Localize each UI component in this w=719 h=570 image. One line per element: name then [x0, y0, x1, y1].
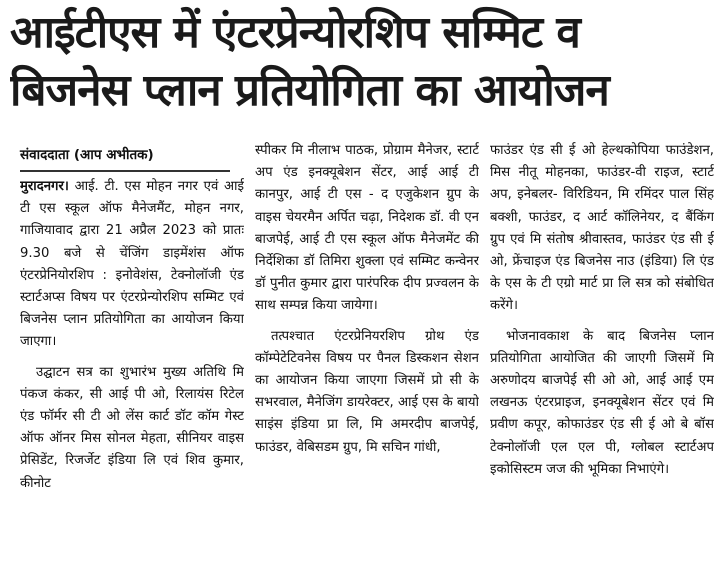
article-column-1: [20, 176, 244, 495]
article-paragraph-3: स्पीकर मि नीलाभ पाठक, प्रोग्राम मैनेजर, स्टार्ट अप एंड इनक्यूबेशन सेंटर, आई आई टी कानपुर, आई टी एस - द एजुकेशन ग्रुप के वाइस चेयरमैन अर्पित चढ़ा, निदेशक डॉ. वी एन बाजपेई, आई टी एस स्कूल ऑफ मैनेजमेंट की निर्देशिका डॉ तिमिरा शुक्ला एवं सम्मिट कन्वेनर डॉ पुनीत कुमार द्वारा पारंपरिक दीप प्रज्वलन के साथ सम्पन्न किया जायेगा।: [255, 143, 479, 314]
headline-line-2: बिजनेस प्लान प्रतियोगिता का आयोजन: [10, 65, 609, 116]
paragraph-1-text: आई. टी. एस मोहन नगर एवं आई टी एस स्कूल ऑफ मैनेजमैंट, मोहन नगर, गाजियावाद द्वारा 21 अप्रैल 2023 को प्रातः 9.30 बजे से चेंजिंग डाइमेंशंस ऑफ एंटरप्रेनियोरशिप : इनोवेशंस, टेक्नोलॉजी एंड स्टार्टअप्स विषय पर एंटरप्रेन्योरशिप सम्मिट एवं बिजनेस प्लान प्रतियोगिता का आयोजन किया जाएगा।: [20, 179, 244, 350]
byline: संवाददाता (आप अभीतक): [20, 147, 154, 163]
article-paragraph-6: भोजनावकाश के बाद बिजनेस प्लान प्रतियोगिता आयोजित की जाएगी जिसमें मि अरुणोदय बाजपेई सी ओ ओ, आई आई एम लखनऊ एंटरप्राइज, इनक्यूबेशन सेंटर एवं मि प्रवीण कपूर, कोफाउंडर एंड सी ई ओ बे बॉस टेक्नोलॉजी एल एल पी, ग्लोबल स्टार्टअप इकोसिस्टम जज की भूमिका निभाएंगे।: [490, 328, 714, 477]
article-paragraph-1: [20, 176, 244, 354]
article-paragraph-5: फाउंडर एंड सी ई ओ हेल्थकोपिया फाउंडेशन, मिस नीतू मोहनका, फाउंडर-वी राइज, स्टार्ट अप, इनेबलर- विरिडियन, मि रमिंदर पाल सिंह बक्शी, फाउंडर, द आर्ट कॉलिनेयर, द बैंकिंग ग्रुप एवं मि संतोष श्रीवास्तव, फाउंडर एंड सी ई ओ, फ्रेंचाइज एंड बिजनेस नाउ (इंडिया) लि एंड के एस के टी एग्रो मार्ट प्रा लि सत्र को संबोधित करेंगे।: [490, 143, 714, 314]
article-paragraph-2: उद्घाटन सत्र का शुभारंभ मुख्य अतिथि मि पंकज कंकर, सी आई पी ओ, रिलायंस रिटेल एंड फॉर्मर सी टी ओ लेंस कार्ट डॉट कॉम गेस्ट ऑफ ऑनर मिस सोनल मेहता, सीनियर वाइस प्रेसिडेंट, रिजर्जेट इंडिया लि एवं शिव कुमार, कीनोट: [20, 364, 244, 491]
byline-divider: [20, 170, 230, 172]
article-paragraph-4: तत्पश्चात एंटरप्रेनियरशिप ग्रोथ एंड कॉम्पेटेटिवनेस विषय पर पैनल डिस्कशन सेशन का आयोजन किया जाएगा जिसमें प्रो सी के सभरवाल, मैनेजिंग डायरेक्टर, आई एस के बायो साइंस इंडिया प्रा लि, मि अमरदीप बाजपेई, फाउंडर, वेबिसडम ग्रुप, मि सचिन गांधी,: [255, 328, 479, 455]
dateline-location: मुरादनगर।: [20, 179, 69, 194]
headline: [10, 4, 710, 120]
headline-line-1: आईटीएस में एंटरप्रेन्योरशिप सम्मिट व: [10, 7, 580, 58]
article-column-3: [490, 140, 714, 481]
article-column-2: [255, 140, 479, 459]
